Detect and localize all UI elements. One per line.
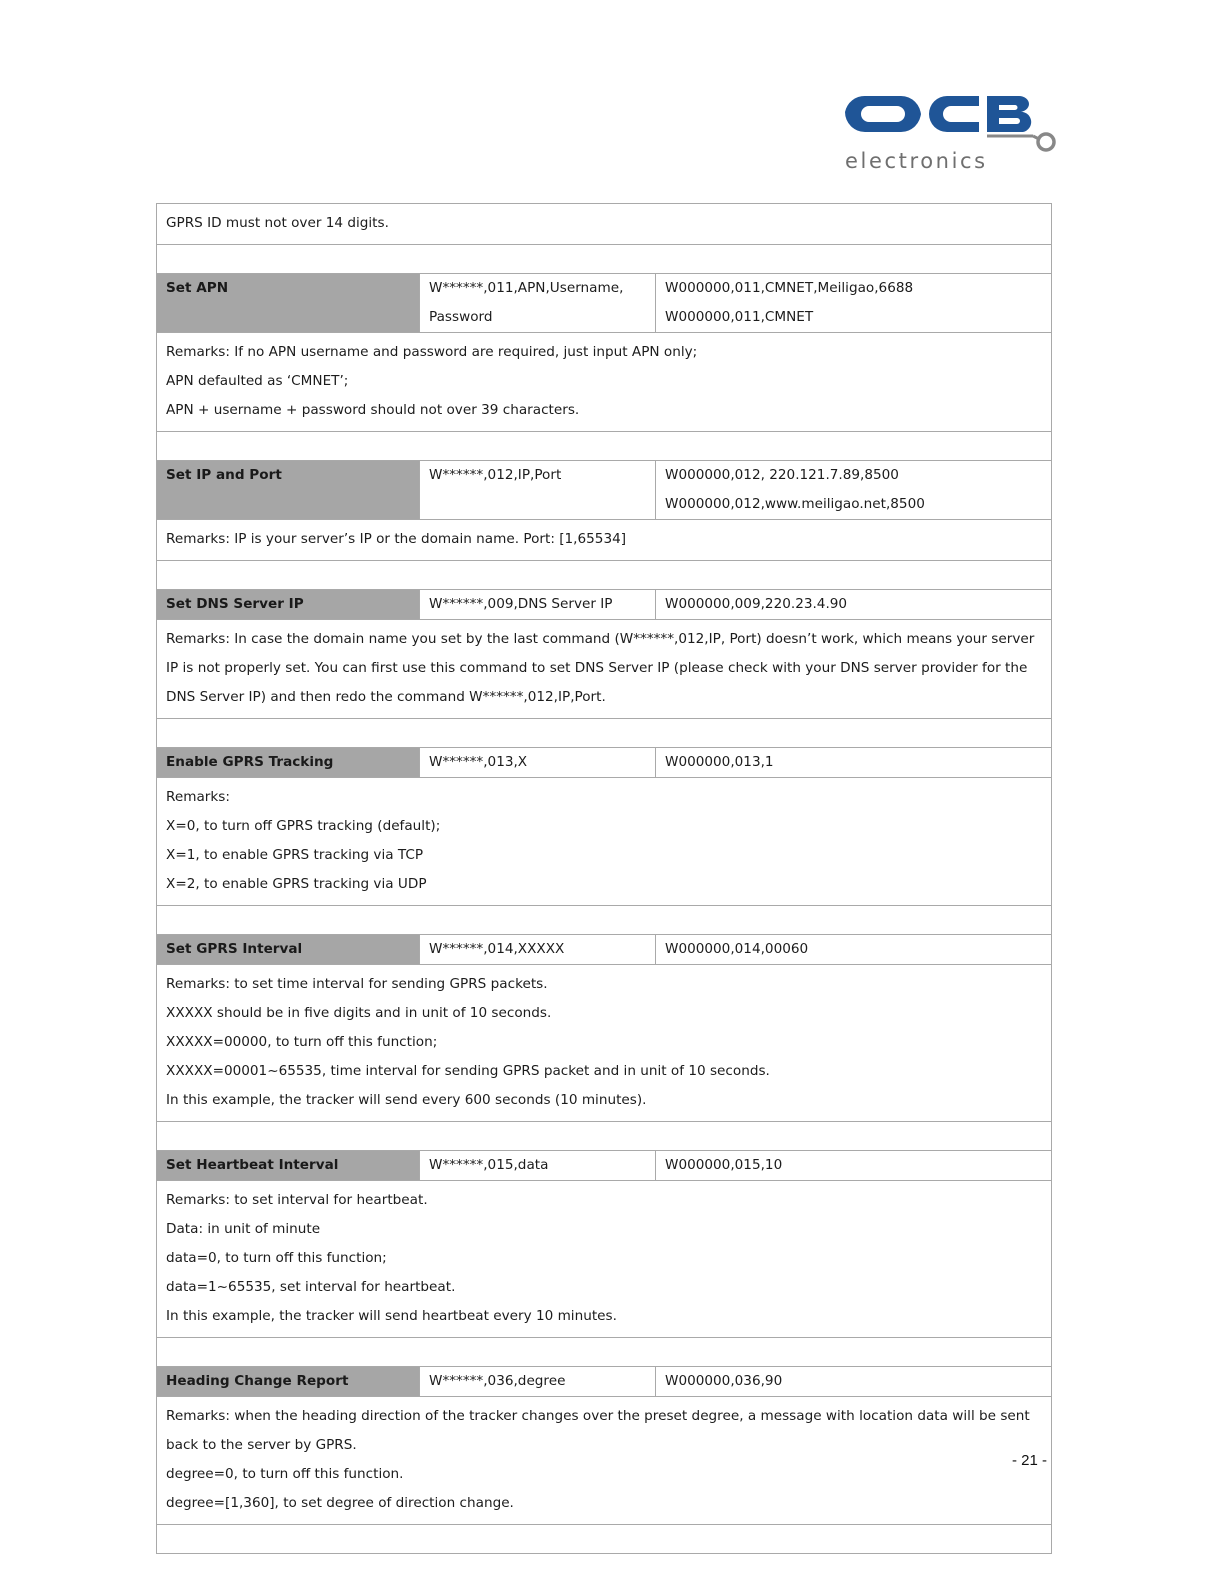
syntax-line: W******,012,IP,Port: [429, 467, 562, 483]
command-table: [156, 203, 1052, 1554]
remark-line: XXXXX=00001~65535, time interval for sending GPRS packet and in unit of 10 seconds.: [166, 1063, 770, 1079]
command-example: [656, 461, 1052, 520]
remarks-row: [157, 1181, 1052, 1338]
command-example: [656, 935, 1052, 965]
logo-subtext: electronics: [845, 149, 988, 173]
remark-line: Remarks: IP is your server’s IP or the domain name. Port: [1,65534]: [166, 531, 627, 547]
command-syntax: [420, 590, 656, 620]
spacer-row: [157, 719, 1052, 748]
spacer-row: [157, 1525, 1052, 1554]
command-syntax: [420, 748, 656, 778]
remark-line: X=0, to turn off GPRS tracking (default);: [166, 818, 441, 834]
remarks-text: [157, 778, 1052, 906]
remark-line: degree=[1,360], to set degree of direction change.: [166, 1495, 514, 1511]
command-syntax: [420, 935, 656, 965]
command-syntax: [420, 1151, 656, 1181]
command-example: [656, 1367, 1052, 1397]
remarks-text: [157, 620, 1052, 719]
command-row: [157, 935, 1052, 965]
example-line: W000000,012, 220.121.7.89,8500: [665, 467, 899, 483]
example-line: W000000,011,CMNET: [665, 309, 814, 325]
syntax-line: W******,014,XXXXX: [429, 941, 565, 957]
remarks-text: [157, 1181, 1052, 1338]
syntax-line: W******,011,APN,Username,: [429, 280, 624, 296]
remarks-row: [157, 520, 1052, 561]
command-name: Enable GPRS Tracking: [157, 748, 420, 778]
command-name: Set IP and Port: [157, 461, 420, 520]
remarks-row: [157, 1397, 1052, 1525]
remark-line: Remarks: If no APN username and password are required, just input APN only;: [166, 344, 698, 360]
command-syntax: [420, 1367, 656, 1397]
command-row: [157, 748, 1052, 778]
command-syntax: [420, 274, 656, 333]
example-line: W000000,012,www.meiligao.net,8500: [665, 496, 925, 512]
remark-line: X=2, to enable GPRS tracking via UDP: [166, 876, 427, 892]
command-row: [157, 1151, 1052, 1181]
remarks-row: [157, 620, 1052, 719]
command-row: [157, 1367, 1052, 1397]
remarks-text: [157, 333, 1052, 432]
remark-line: Remarks:: [166, 789, 230, 805]
remark-line: APN defaulted as ‘CMNET’;: [166, 373, 349, 389]
example-line: W000000,011,CMNET,Meiligao,6688: [665, 280, 914, 296]
remark-line: XXXXX=00000, to turn off this function;: [166, 1034, 438, 1050]
command-name: Heading Change Report: [157, 1367, 420, 1397]
remark-line: X=1, to enable GPRS tracking via TCP: [166, 847, 424, 863]
ocb-electronics-logo: [843, 92, 1063, 174]
command-example: [656, 1151, 1052, 1181]
remarks-text: [157, 965, 1052, 1122]
spacer-row: [157, 1338, 1052, 1367]
syntax-line: W******,036,degree: [429, 1373, 566, 1389]
command-row: [157, 461, 1052, 520]
spacer-row: [157, 432, 1052, 461]
command-row: [157, 590, 1052, 620]
remarks-row: [157, 778, 1052, 906]
remarks-row: [157, 333, 1052, 432]
example-line: W000000,013,1: [665, 754, 774, 770]
command-example: [656, 590, 1052, 620]
command-row: [157, 274, 1052, 333]
spacer-row: [157, 906, 1052, 935]
remark-line: Remarks: In case the domain name you set by the last command (W******,012,IP, Port) doesn’t work, which means your server IP is not properly set. You can first use this command to set DNS Server IP (please check with your DNS server provider for the DNS Server IP) and then redo the command W******,012,IP,Port.: [166, 631, 1035, 705]
page-number: - 21 -: [1012, 1452, 1048, 1469]
syntax-line: W******,015,data: [429, 1157, 549, 1173]
intro-row: [157, 204, 1052, 245]
spacer-row: [157, 245, 1052, 274]
command-name: Set DNS Server IP: [157, 590, 420, 620]
remark-line: APN + username + password should not over 39 characters.: [166, 402, 580, 418]
remarks-text: [157, 520, 1052, 561]
intro-text: GPRS ID must not over 14 digits.: [157, 204, 1052, 245]
remark-line: XXXXX should be in five digits and in unit of 10 seconds.: [166, 1005, 552, 1021]
command-example: [656, 748, 1052, 778]
command-name: Set Heartbeat Interval: [157, 1151, 420, 1181]
remark-line: Remarks: to set time interval for sending GPRS packets.: [166, 976, 548, 992]
syntax-line: Password: [429, 309, 493, 325]
example-line: W000000,036,90: [665, 1373, 783, 1389]
spacer-row: [157, 1122, 1052, 1151]
syntax-line: W******,009,DNS Server IP: [429, 596, 613, 612]
spacer-row: [157, 561, 1052, 590]
command-name: Set GPRS Interval: [157, 935, 420, 965]
remark-line: Data: in unit of minute: [166, 1221, 321, 1237]
remark-line: In this example, the tracker will send every 600 seconds (10 minutes).: [166, 1092, 647, 1108]
remark-line: Remarks: to set interval for heartbeat.: [166, 1192, 428, 1208]
command-syntax: [420, 461, 656, 520]
example-line: W000000,014,00060: [665, 941, 809, 957]
command-name: Set APN: [157, 274, 420, 333]
example-line: W000000,015,10: [665, 1157, 783, 1173]
remark-line: In this example, the tracker will send heartbeat every 10 minutes.: [166, 1308, 617, 1324]
remark-line: Remarks: when the heading direction of the tracker changes over the preset degree, a message with location data will be sent back to the server by GPRS.: [166, 1408, 1030, 1453]
remark-line: degree=0, to turn off this function.: [166, 1466, 404, 1482]
remark-line: data=1~65535, set interval for heartbeat.: [166, 1279, 456, 1295]
example-line: W000000,009,220.23.4.90: [665, 596, 848, 612]
remark-line: data=0, to turn off this function;: [166, 1250, 387, 1266]
command-example: [656, 274, 1052, 333]
remarks-row: [157, 965, 1052, 1122]
remarks-text: [157, 1397, 1052, 1525]
syntax-line: W******,013,X: [429, 754, 528, 770]
